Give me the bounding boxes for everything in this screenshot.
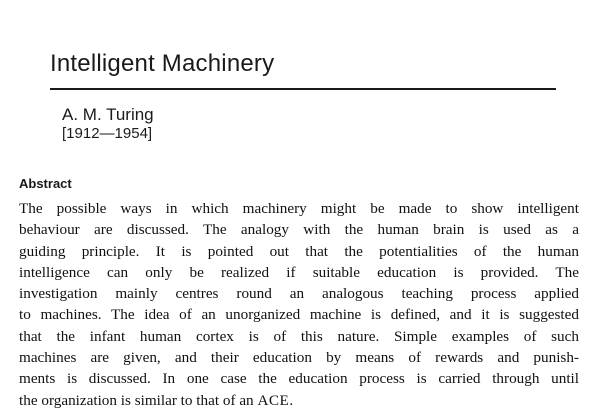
abstract-line: behaviour are discussed. The analogy with the human brain is used as a: [19, 221, 579, 239]
title-rule: [50, 88, 556, 90]
abstract-line: The possible ways in which machinery might be made to show intelligent: [19, 200, 579, 217]
author-name: A. M. Turing: [62, 105, 154, 124]
abstract-line: investigation mainly centres round an analogous teaching process applied: [19, 285, 579, 303]
abstract-line: to machines. The idea of an unorganized machine is defined, and it is suggested: [19, 306, 579, 324]
abstract-line: ments is discussed. In one case the education process is carried through until: [19, 370, 579, 388]
abstract-line: that the infant human cortex is of this nature. Simple examples of such: [19, 327, 579, 345]
abstract-last-line-text: the organization is similar to that of an: [19, 391, 258, 409]
author-years: [1912—1954]: [62, 125, 153, 142]
abstract-body: [19, 198, 579, 411]
abstract-line: guiding principle. It is pointed out that the potentialities of the human: [19, 242, 579, 260]
ace-acronym: ACE: [257, 391, 290, 409]
abstract-heading: Abstract: [19, 176, 72, 191]
abstract-last-line-end: .: [289, 391, 294, 409]
abstract-line: machines are given, and their education by means of rewards and punish-: [19, 349, 579, 367]
paper-title: Intelligent Machinery: [50, 50, 275, 77]
abstract-last-line: [19, 390, 579, 411]
abstract-line: intelligence can only be realized if suitable education is provided. The: [19, 263, 579, 281]
